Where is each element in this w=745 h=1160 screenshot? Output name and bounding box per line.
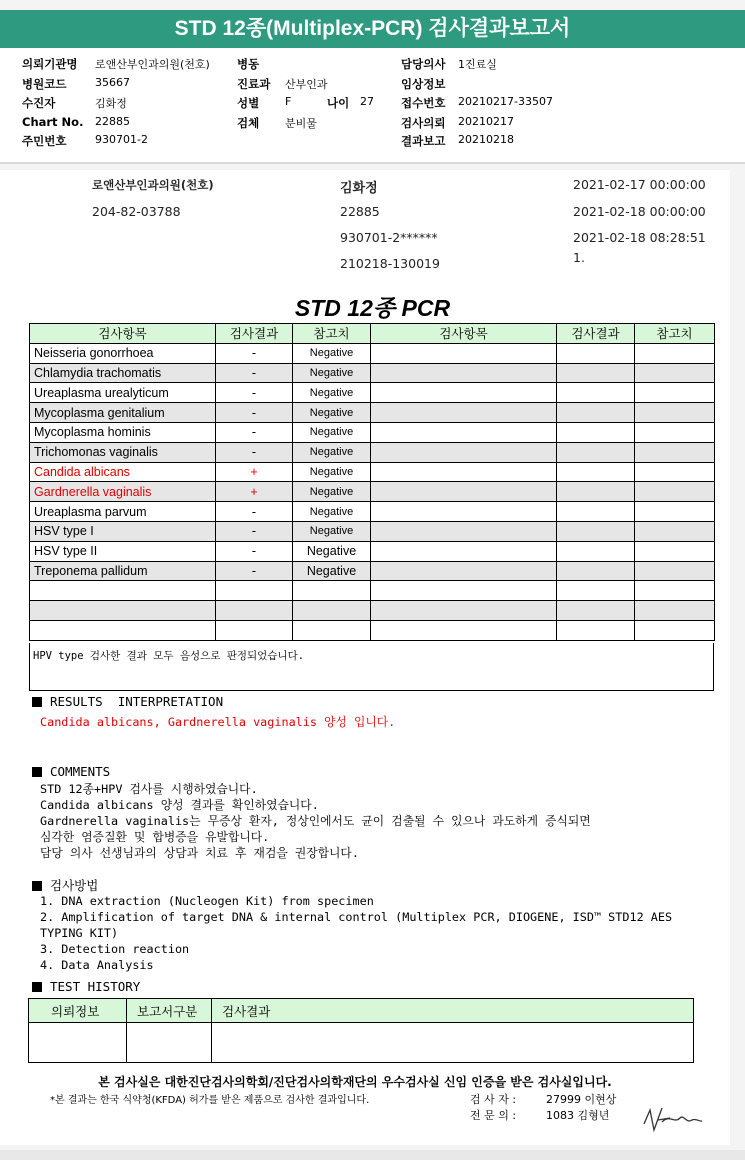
- test-result: -: [216, 422, 293, 442]
- header-result: 검사결과: [216, 324, 293, 344]
- test-item: Mycoplasma genitalium: [30, 403, 216, 423]
- request-label: 검사의뢰: [401, 116, 446, 130]
- test-result: -: [216, 363, 293, 383]
- header-result-2: 검사결과: [557, 324, 635, 344]
- test-reference: Negative: [293, 343, 371, 363]
- table-row: [30, 502, 715, 522]
- reported-datetime-cont: 1.: [573, 250, 585, 265]
- certification-statement: 본 검사실은 대한진단검사의학회/진단검사의학재단의 우수검사실 신임 인증을 받은 검사실입니다.: [98, 1075, 612, 1089]
- test-reference: Negative: [293, 403, 371, 423]
- hospital-code-value: 35667: [95, 76, 130, 89]
- square-bullet-icon: [32, 697, 42, 707]
- method-line: 4. Data Analysis: [40, 958, 154, 972]
- table-row: [30, 442, 715, 462]
- table-row-empty: [30, 601, 715, 621]
- age-value: 27: [360, 95, 374, 108]
- patient-value: 김화정: [95, 97, 127, 110]
- test-reference: Negative: [293, 521, 371, 541]
- specimen-value: 분비물: [285, 117, 317, 130]
- test-reference: Negative: [293, 482, 371, 502]
- bottom-strip: [0, 1150, 745, 1160]
- receipt-label: 접수번호: [401, 96, 446, 110]
- test-result: +: [216, 482, 293, 502]
- test-item: Ureaplasma urealyticum: [30, 383, 216, 403]
- header-test-item: 검사항목: [30, 324, 216, 344]
- tested-datetime: 2021-02-18 00:00:00: [573, 204, 706, 219]
- history-header-result: 검사결과: [212, 999, 694, 1023]
- test-reference: Negative: [293, 383, 371, 403]
- hpv-note: HPV type 검사한 결과 모두 음성으로 판정되었습니다.: [29, 643, 714, 691]
- test-result: -: [216, 383, 293, 403]
- kfda-note: *본 결과는 한국 식약청(KFDA) 허가를 받은 제품으로 검사한 결과입니다.: [50, 1095, 370, 1106]
- test-item: Treponema pallidum: [30, 561, 216, 581]
- test-reference: Negative: [293, 422, 371, 442]
- results-header-row: [30, 324, 715, 344]
- test-reference: Negative: [293, 541, 371, 561]
- table-row: [30, 482, 715, 502]
- clinic-name: 로앤산부인과의원(천호): [92, 178, 214, 192]
- test-item: Ureaplasma parvum: [30, 502, 216, 522]
- rrn-value: 930701-2: [95, 133, 148, 146]
- results-table: [29, 323, 715, 641]
- request-value: 20210217: [458, 115, 514, 128]
- sex-label: 성별: [237, 96, 260, 110]
- chart-label: Chart No.: [22, 115, 84, 129]
- test-item: Gardnerella vaginalis: [30, 482, 216, 502]
- receipt-value: 20210217-33507: [458, 95, 553, 108]
- hospital-code-label: 병원코드: [22, 77, 67, 91]
- tester-label: 검 사 자 :: [470, 1093, 517, 1106]
- doctor-label: 담당의사: [401, 57, 446, 71]
- comments-heading: COMMENTS: [32, 764, 110, 779]
- test-item: Chlamydia trachomatis: [30, 363, 216, 383]
- specimen-number: 210218-130019: [340, 256, 440, 271]
- patient-chart: 22885: [340, 204, 380, 219]
- test-result: -: [216, 561, 293, 581]
- table-row-empty: [30, 620, 715, 640]
- interpretation-text: Candida albicans, Gardnerella vaginalis 양성 입니다.: [40, 715, 396, 729]
- comment-line: 담당 의사 선생님과의 상담과 치료 후 재검을 권장합니다.: [40, 846, 359, 860]
- specimen-label: 검체: [237, 116, 260, 130]
- test-item: Mycoplasma hominis: [30, 422, 216, 442]
- test-reference: Negative: [293, 561, 371, 581]
- test-reference: Negative: [293, 502, 371, 522]
- institution-value: 로앤산부인과의원(천호): [95, 58, 210, 71]
- test-result: -: [216, 541, 293, 561]
- test-item: Neisseria gonorrhoea: [30, 343, 216, 363]
- tester-value: 27999 이현상: [546, 1093, 617, 1106]
- test-result: -: [216, 442, 293, 462]
- comment-line: Gardnerella vaginalis는 무증상 환자, 정상인에서도 균이 검출될 수 있으나 과도하게 증식되면: [40, 814, 591, 828]
- history-header-request: 의뢰정보: [29, 999, 127, 1023]
- patient-label: 수진자: [22, 96, 56, 110]
- method-heading: 검사방법: [32, 876, 98, 894]
- sex-value: F: [285, 95, 292, 108]
- institution-label: 의뢰기관명: [22, 57, 78, 71]
- specialist-value: 1083 김형년: [546, 1109, 610, 1122]
- report-title: STD 12종(Multiplex-PCR) 검사결과보고서: [0, 10, 745, 48]
- business-number: 204-82-03788: [92, 204, 181, 219]
- test-item: Candida albicans: [30, 462, 216, 482]
- doctor-value: 1진료실: [458, 58, 497, 71]
- square-bullet-icon: [32, 767, 42, 777]
- method-line: 1. DNA extraction (Nucleogen Kit) from specimen: [40, 894, 374, 908]
- header-info: [0, 48, 745, 164]
- test-item: Trichomonas vaginalis: [30, 442, 216, 462]
- method-line: TYPING KIT): [40, 926, 119, 940]
- comment-line: 심각한 염증질환 및 합병증을 유발합니다.: [40, 830, 270, 844]
- comment-line: Candida albicans 양성 결과를 확인하였습니다.: [40, 798, 319, 812]
- test-result: -: [216, 521, 293, 541]
- reported-datetime: 2021-02-18 08:28:51: [573, 230, 706, 245]
- table-row: [30, 363, 715, 383]
- history-row: [29, 1023, 694, 1063]
- received-datetime: 2021-02-17 00:00:00: [573, 177, 706, 192]
- history-header-report-type: 보고서구분: [127, 999, 212, 1023]
- dept-label: 진료과: [237, 77, 271, 91]
- chart-value: 22885: [95, 115, 130, 128]
- table-row: [30, 403, 715, 423]
- square-bullet-icon: [32, 881, 42, 891]
- table-row: [30, 422, 715, 442]
- header-test-item-2: 검사항목: [371, 324, 557, 344]
- table-row: [30, 462, 715, 482]
- std-panel-title: STD 12종 PCR: [294, 295, 451, 321]
- test-item: HSV type II: [30, 541, 216, 561]
- history-heading: TEST HISTORY: [32, 979, 140, 994]
- header-reference-2: 참고치: [635, 324, 715, 344]
- test-reference: Negative: [293, 462, 371, 482]
- clinical-label: 임상정보: [401, 77, 446, 91]
- rrn-label: 주민번호: [22, 134, 67, 148]
- table-row: [30, 561, 715, 581]
- square-bullet-icon: [32, 982, 42, 992]
- comment-line: STD 12종+HPV 검사를 시행하였습니다.: [40, 782, 258, 796]
- ward-label: 병동: [237, 57, 260, 71]
- report-date-value: 20210218: [458, 133, 514, 146]
- history-table: [28, 998, 694, 1063]
- method-line: 3. Detection reaction: [40, 942, 190, 956]
- table-row: [30, 521, 715, 541]
- header-reference: 참고치: [293, 324, 371, 344]
- table-row: [30, 541, 715, 561]
- test-result: -: [216, 343, 293, 363]
- test-result: +: [216, 462, 293, 482]
- method-line: 2. Amplification of target DNA & internal control (Multiplex PCR, DIOGENE, ISD™ STD12 AES: [40, 910, 673, 924]
- table-row: [30, 343, 715, 363]
- test-item: HSV type I: [30, 521, 216, 541]
- patient-name: 김화정: [340, 181, 378, 196]
- signature-image: [640, 1100, 705, 1136]
- specialist-label: 전 문 의 :: [470, 1109, 517, 1122]
- test-reference: Negative: [293, 363, 371, 383]
- interpretation-heading: RESULTS INTERPRETATION: [32, 694, 223, 709]
- test-result: -: [216, 403, 293, 423]
- test-reference: Negative: [293, 442, 371, 462]
- age-label: 나이: [327, 96, 350, 110]
- dept-value: 산부인과: [285, 78, 328, 91]
- history-header-row: [29, 999, 694, 1023]
- table-row-empty: [30, 581, 715, 601]
- report-date-label: 결과보고: [401, 134, 446, 148]
- test-result: -: [216, 502, 293, 522]
- table-row: [30, 383, 715, 403]
- patient-rrn: 930701-2******: [340, 230, 438, 245]
